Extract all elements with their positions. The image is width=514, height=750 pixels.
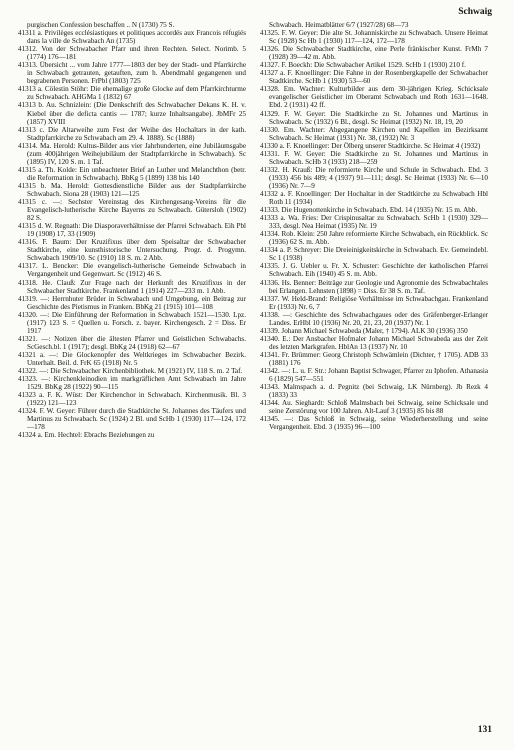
bibliography-entry: 41320. —: Die Einführung der Reformation in Schwabach 1521—1530. Lpz. (1917) 123 S. = Quellen u. Forsch. z. bayer. Kirchengesch. 2 = Diss. Er 1917	[18, 310, 246, 335]
bibliography-entry: 41328. Em. Wachter: Kulturbilder aus dem 30-jährigen Krieg. Schicksale evangelischer Geistlicher im Oberamt Schwabach und Roth 1631—1648. Ebd. 2 (1931) 42 ff.	[260, 85, 488, 110]
bibliography-entry: 41315 c. —: Sechster Vereinstag des Kirchengesang-Vereins für die Evangelisch-lutherische Kirche Bayerns zu Schwabach. Gütersloh (1902) 82 S.	[18, 198, 246, 223]
bibliography-entry: 41321 a. —: Die Glockenopfer des Weltkrieges im Schwabacher Bezirk. Unterhalt. Beil. d. FrK 65 (1918) Nr. 5	[18, 350, 246, 367]
bibliography-entry: 41315 a. Th. Kolde: Ein unbeachteter Brief an Luther und Melanchthon (betr. die Reformation in Schwabach). BbKg 5 (1899) 138 bis 140	[18, 165, 246, 182]
bibliography-entry: 41344. Au. Sieghardt: Schloß Malmsbach bei Schwaig, seine Schicksale und seine Zerstörung vor 100 Jahren. Alt-Lauf 3 (1935) 85 bis 88	[260, 399, 488, 416]
running-head: Schwaig	[458, 7, 492, 17]
bibliography-entry: 41343. Malmspach a. d. Pegnitz (bei Schwaig, LK Nürnberg). Jb Rezk 4 (1833) 33	[260, 383, 488, 400]
bibliography-entry: 41330 a. F. Knoellinger: Der Ölberg unserer Stadtkirche. Sc Heimat 4 (1932)	[260, 141, 481, 150]
bibliography-entry: 41324. F. W. Geyer: Führer durch die Stadtkirche St. Johannes des Täufers und Martinus zu Schwabach. Sc (1924) 2 Bl. und ScHb 1 (1930) 117—124, 172—178	[18, 407, 246, 432]
bibliography-entry: 41318. He. Clauß: Zur Frage nach der Herkunft des Kruzifixus in der Schwabacher Stadtkirche. Frankenland 1 (1914) 227—233 m. 1 Abb.	[18, 278, 246, 295]
bibliography-entry: 41332. H. Krauß: Die reformierte Kirche und Schule in Schwabach. Ebd. 3 (1933) 456 bis 489; 4 (1937) 91—111; desgl. Sc Heimat (1933) Nr. 6—10 (1936) Nr. 7—9	[260, 165, 488, 190]
bibliography-entry: 41312. Von der Schwabacher Pfarr und ihren Rechten. Select. Norimb. 5 (1774) 176—181	[18, 45, 246, 62]
bibliography-entry: 41342. —: L. u. F. Str.: Johann Baptist Schwager, Pfarrer zu Iphofen. Athanasia 6 (1829) 547—551	[260, 367, 488, 384]
bibliography-entry: 41315 b. Ma. Herold: Gottesdienstliche Bilder aus der Stadtpfarrkirche Schwabach. Siona 28 (1903) 121—125	[18, 181, 246, 198]
bibliography-entry: 41334. Rob. Klein: 250 Jahre reformierte Kirche Schwabach, ein Rückblick. Sc (1936) 62 S. m. Abb.	[260, 230, 488, 247]
bibliography-entry: 41313 b. Au. Schnizlein: (Die Denkschrift des Schwabacher Dekans K. H. v. Kiebel über die deficta cantis — 1787; kurze Inhaltsangabe). JbMFr 25 (1857) XVIII	[18, 101, 246, 126]
bibliography-entry: 41321. —: Notizen über die ältesten Pfarrer und Geistlichen Schwabachs. ScGesch.bl. 1 (1917); desgl. BbKg 24 (1918) 62—67	[18, 334, 246, 351]
bibliography-entry: 41327. F. Boeckh: Die Schwabacher Artikel 1529. ScHb 1 (1930) 210 f.	[260, 61, 466, 70]
page-number: 131	[477, 725, 492, 735]
bibliography-entry: 41338. —: Geschichte des Schwabachgaues oder des Gräfenberger-Erlanger Landes. ErHbl 10 (1936) Nr. 20, 21, 23, 20 (1937) Nr. 1	[260, 310, 488, 327]
bibliography-entry: 41331. F. W. Geyer: Die Stadtkirche zu St. Johannes und Martinus in Schwabach. ScHb 3 (1933) 218—259	[260, 149, 488, 166]
bibliography-entry: 41315 d. W. Regnath: Die Diasporaverhältnisse der Pfarrei Schwabach. Eih Pbl 19 (1908) 17, 33 (1909)	[18, 222, 246, 239]
bibliography-entry: 41335. J. G. Uebler u. Fr. X. Schuster: Geschichte der katholischen Pfarrei Schwabach. Eih (1940) 45 S. m. Abb.	[260, 262, 488, 279]
bibliography-entry: Schwabach. Heimatblätter 6/7 (1927/28) 68—73	[269, 21, 409, 29]
bibliography-entry: 41322. —: Die Schwabacher Kirchenbibliothek. M (1921) IV, 118 S. m. 2 Taf.	[18, 367, 243, 376]
bibliography-entry: 41317. L. Bencker: Die evangelisch-lutherische Gemeinde Schwabach in Vergangenheit und Gegenwart. Sc (1912) 46 S.	[18, 262, 246, 279]
bibliography-entry: 41311 a. Privilèges ecclésiastiques et politiques accordés aux Francois réfugiés dans la ville de Schwabach An (1735)	[18, 29, 246, 46]
bibliography-entry: 41316. F. Baum: Der Kruzifixus über dem Speisaltar der Schwabacher Stadtkirche, eine kunsthistorische Untersuchung. Progr. d. Progymn. Schwabach 1909/10. Sc (1910) 18 S. m. 2 Abb.	[18, 238, 246, 263]
bibliography-entry: 41319. —: Herrnhuter Brüder in Schwabach und Umgebung, ein Beitrag zur Geschichte des Pietismus in Franken. BbKg 21 (1915) 101—108	[18, 294, 246, 311]
bibliography-entry: 41345. —: Das Schloß in Schwaig, seine Wiederherstellung und seine Vergangenheit. Ebd. 3 (1935) 96—100	[260, 415, 488, 432]
bibliography-entry: 41325. F. W. Geyer: Die alte St. Johanniskirche zu Schwabach. Unsere Heimat Sc (1928) Sc Hb 1 (1930) 117—124, 172—178	[260, 29, 488, 46]
bibliography-entry: 41333. Die Hugenottenkirche in Schwabach. Ebd. 14 (1935) Nr. 15 m. Abb.	[260, 206, 478, 215]
bibliography-entry: 41323. —: Kirchenkleinodien im markgräflichen Amt Schwabach im Jahre 1529. BbKg 28 (1922) 90—115	[18, 375, 246, 392]
bibliography-entry: 41334 a. P. Schreyer: Die Dreieinigkeitskirche in Schwabach. Ev. Gemeindebl. Sc 1 (1938)	[260, 246, 488, 263]
bibliography-entry: purgischen Confession beschaffen .. N (1730) 75 S.	[27, 21, 175, 29]
bibliography-entry: 41314. Ma. Herold: Kultus-Bilder aus vier Jahrhunderten, eine Jubiläumsgabe (zum 400jährigen Weihejubiläum der Stadtpfarrkirche in Schwabach). Sc (1895) IV, 120 S. m. 1 Taf.	[18, 141, 246, 166]
bibliography-entry: 41313. Übersicht ... vom Jahre 1777—1803 der bey der Stadt- und Pfarrkirche in Schwabach getrauten, getauften, zum h. Abendmahl gegangenen und begrabenen Personen. FrPbl (1803) 725	[18, 61, 246, 86]
bibliography-entry: 41329. F. W. Geyer: Die Stadtkirche zu St. Johannes und Martinus in Schwabach. Sc (1932) 6 Bl., desgl. Sc Heimat (1932) Nr. 18, 19, 20	[260, 109, 488, 126]
right-column	[260, 21, 488, 431]
bibliography-entry: 41337. W. Held-Brand: Religiöse Verhältnisse im Schwabachgau. Frankenland Er (1933) Nr. 6, 7	[260, 294, 488, 311]
bibliography-entry: 41327 a. F. Knoellinger: Die Fahne in der Rosenbergkapelle der Schwabacher Stadtkirche. ScHb 1 (1930) 53—60	[260, 69, 488, 86]
bibliography-entry: 41323 a. F. K. Wüst: Der Kirchenchor in Schwabach. Kirchenmusik. Bl. 3 (1922) 121—123	[18, 391, 246, 408]
left-column	[18, 21, 246, 439]
bibliography-entry: 41340. E.: Der Ansbacher Hofmaler Johann Michael Schwabeda aus der Zeit des letzten Markgrafen. HblAn 13 (1937) Nr. 10	[260, 334, 488, 351]
bibliography-entry: 41330. Em. Wachter: Abgegangene Kirchen und Kapellen im Bezirksamt Schwabach. Sc Heimat (1931) Nr. 38, (1932) Nr. 3	[260, 125, 488, 142]
bibliography-entry: 41336. Hs. Benner: Beiträge zur Geologie und Agronomie des Schwabachtales bei Erlangen. Lehnsten (1898) = Diss. Er 38 S. m. Taf.	[260, 278, 488, 295]
bibliography-entry: 41313 a. Cölestin Stöhr: Die ehemalige große Glocke auf dem Pfarrkirchturme zu Schwabach. AHGMa 1 (1832) 67	[18, 85, 246, 102]
bibliography-entry: 41341. Fr. Brümmer: Georg Christoph Schwämlein (Dichter, † 1705). ADB 33 (1881) 176	[260, 350, 488, 367]
bibliography-entry: 41333 a. Wa. Fries: Der Crispinusaltar zu Schwabach. ScHb 1 (1930) 329—333, desgl. Nea Heimat (1935) Nr. 19	[260, 214, 488, 231]
bibliography-entry: 41339. Johann Michael Schwabeda (Maler, † 1794). ALK 30 (1936) 350	[260, 326, 468, 335]
bibliography-entry: 41326. Die Schwabacher Stadtkirche, eine Perle fränkischer Kunst. FrMh 7 (1928) 39—42 m. Abb.	[260, 45, 488, 62]
bibliography-entry: 41313 c. Die Altarweihe zum Fest der Weihe des Hochaltars in der kath. Stadtpfarrkirche zu Schwabach am 29. 4. 1888). Sc (1888)	[18, 125, 246, 142]
bibliography-entry: 41332 a. F. Knoellinger: Der Hochaltar in der Stadtkirche zu Schwabach Hbl Roth 11 (1934)	[260, 189, 488, 207]
bibliography-entry: 41324 a. Em. Hechtel: Ebrachs Beziehungen zu	[18, 431, 155, 440]
